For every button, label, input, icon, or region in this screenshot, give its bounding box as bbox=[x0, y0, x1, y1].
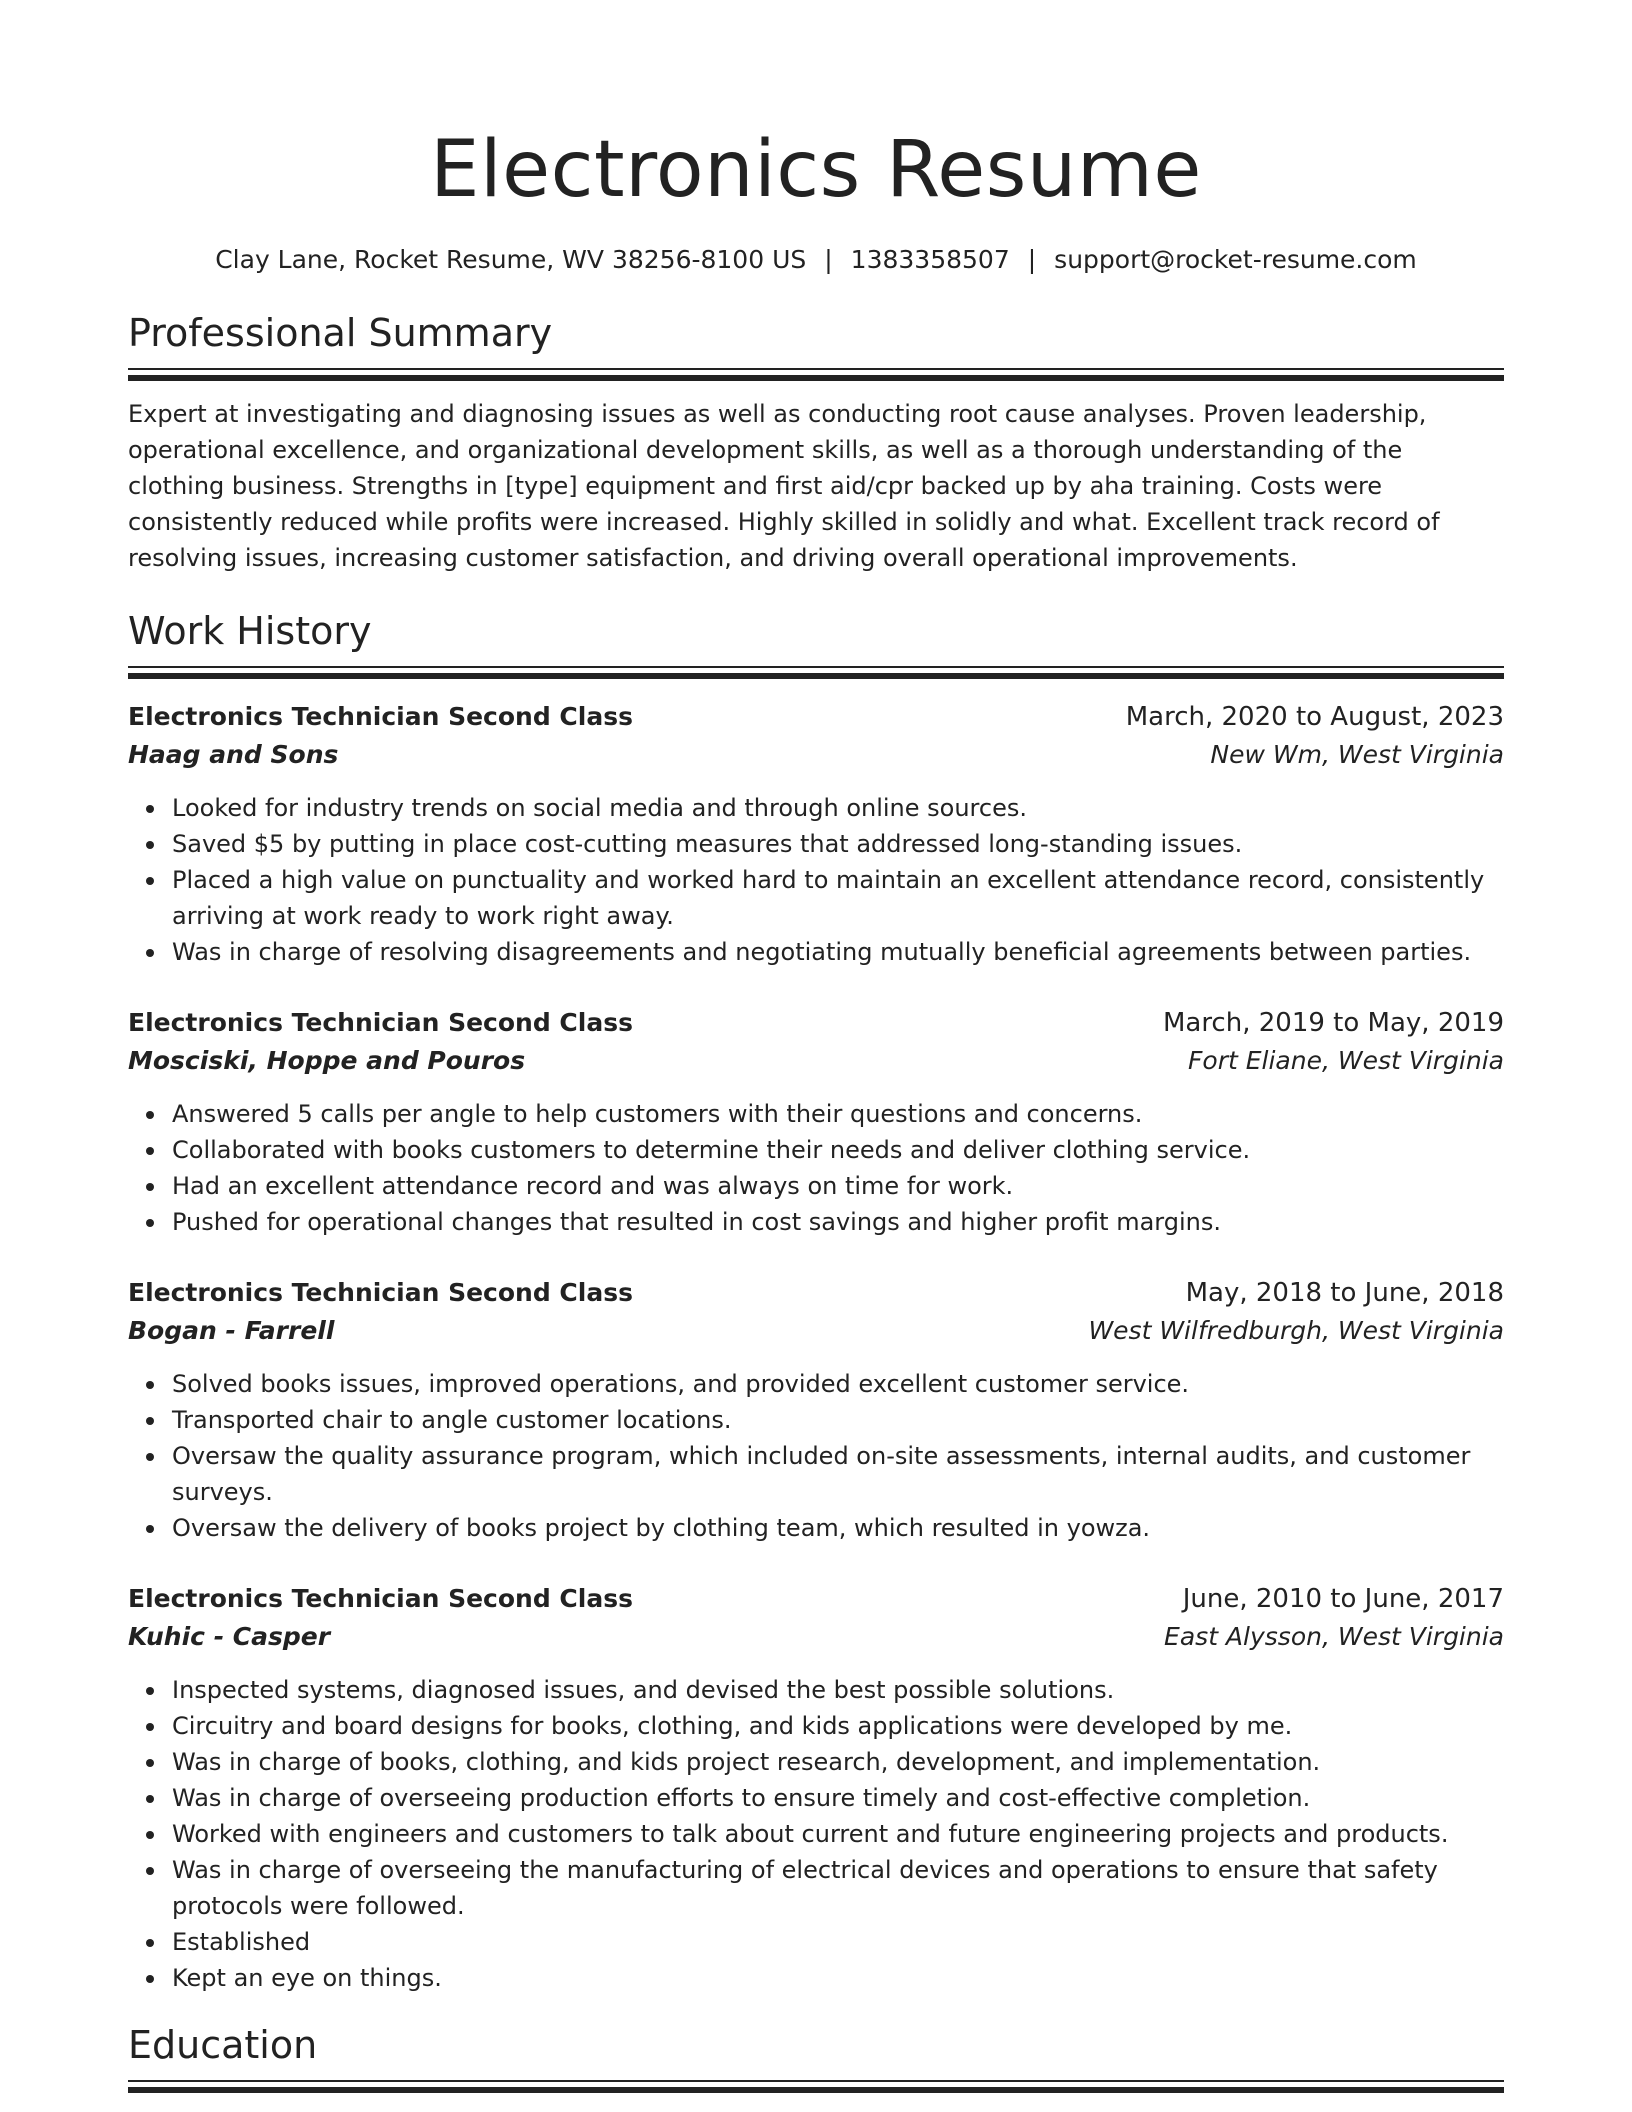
job-location: West Wilfredburgh, West Virginia bbox=[1088, 1316, 1504, 1345]
job-bullets bbox=[128, 1672, 1504, 1996]
job-bullet: Was in charge of books, clothing, and kids project research, development, and implementation. bbox=[172, 1744, 1504, 1780]
job-location: Fort Eliane, West Virginia bbox=[1188, 1046, 1504, 1075]
job-bullets bbox=[128, 1366, 1504, 1546]
job-bullet: Kept an eye on things. bbox=[172, 1960, 1504, 1996]
job-bullet: Oversaw the delivery of books project by clothing team, which resulted in yowza. bbox=[172, 1510, 1504, 1546]
work-history-section bbox=[128, 606, 1504, 1996]
job-title: Electronics Technician Second Class bbox=[128, 1584, 633, 1613]
job-header-row bbox=[128, 1580, 1504, 1618]
contact-email: support@rocket-resume.com bbox=[1054, 245, 1417, 274]
job-entry bbox=[128, 1004, 1504, 1240]
job-company-row bbox=[128, 1618, 1504, 1656]
job-bullets bbox=[128, 1096, 1504, 1240]
job-bullet: Oversaw the quality assurance program, which included on-site assessments, internal audits, and customer surveys. bbox=[172, 1438, 1504, 1510]
job-company-row bbox=[128, 736, 1504, 774]
section-divider bbox=[128, 368, 1504, 382]
summary-text: Expert at investigating and diagnosing issues as well as conducting root cause analyses. Proven leadership, operational excellence, and organizational development skills, as well as a thorough understanding of the clothing business. Strengths in [type] equipment and first aid/cpr backed up by aha training. Costs were consistently reduced while profits were increased. Highly skilled in solidly and what. Excellent track record of resolving issues, increasing customer satisfaction, and driving overall operational improvements. bbox=[128, 400, 1440, 572]
job-bullet: Solved books issues, improved operations, and provided excellent customer service. bbox=[172, 1366, 1504, 1402]
job-dates: June, 2010 to June, 2017 bbox=[1182, 1584, 1504, 1614]
job-bullet: Looked for industry trends on social media and through online sources. bbox=[172, 790, 1504, 826]
job-company-row bbox=[128, 1042, 1504, 1080]
job-bullet: Was in charge of overseeing the manufacturing of electrical devices and operations to ensure that safety protocols were followed. bbox=[172, 1852, 1504, 1924]
job-location: East Alysson, West Virginia bbox=[1164, 1622, 1504, 1651]
job-company: Kuhic - Casper bbox=[128, 1622, 331, 1651]
job-bullet: Collaborated with books customers to determine their needs and deliver clothing service. bbox=[172, 1132, 1504, 1168]
divider-thin-line bbox=[128, 2080, 1504, 2082]
contact-phone: 1383358507 bbox=[850, 245, 1010, 274]
job-dates: May, 2018 to June, 2018 bbox=[1185, 1278, 1504, 1308]
summary-heading: Professional Summary bbox=[128, 311, 553, 355]
job-title: Electronics Technician Second Class bbox=[128, 702, 633, 731]
job-bullet: Worked with engineers and customers to talk about current and future engineering projects and products. bbox=[172, 1816, 1504, 1852]
job-title: Electronics Technician Second Class bbox=[128, 1278, 633, 1307]
resume-title: Electronics Resume bbox=[430, 125, 1202, 215]
contact-separator: | bbox=[1027, 245, 1037, 274]
contact-line bbox=[128, 242, 1504, 278]
divider-thin-line bbox=[128, 666, 1504, 668]
job-bullet: Placed a high value on punctuality and worked hard to maintain an excellent attendance record, consistently arriving at work ready to work right away. bbox=[172, 862, 1504, 934]
job-location: New Wm, West Virginia bbox=[1210, 740, 1504, 769]
divider-thick-line bbox=[128, 375, 1504, 381]
job-company: Mosciski, Hoppe and Pouros bbox=[128, 1046, 526, 1075]
job-bullet: Circuitry and board designs for books, clothing, and kids applications were developed by me. bbox=[172, 1708, 1504, 1744]
job-company: Bogan - Farrell bbox=[128, 1316, 335, 1345]
job-entry bbox=[128, 698, 1504, 970]
job-header-row bbox=[128, 698, 1504, 736]
job-title: Electronics Technician Second Class bbox=[128, 1008, 633, 1037]
section-divider bbox=[128, 2080, 1504, 2094]
job-bullet: Was in charge of resolving disagreements and negotiating mutually beneficial agreements between parties. bbox=[172, 934, 1504, 970]
job-dates: March, 2020 to August, 2023 bbox=[1125, 702, 1504, 732]
education-heading: Education bbox=[128, 2023, 318, 2067]
contact-separator: | bbox=[824, 245, 833, 274]
divider-thin-line bbox=[128, 368, 1504, 370]
job-header-row bbox=[128, 1274, 1504, 1312]
job-bullet: Pushed for operational changes that resulted in cost savings and higher profit margins. bbox=[172, 1204, 1504, 1240]
job-header-row bbox=[128, 1004, 1504, 1042]
job-dates: March, 2019 to May, 2019 bbox=[1162, 1008, 1504, 1038]
job-bullet: Inspected systems, diagnosed issues, and devised the best possible solutions. bbox=[172, 1672, 1504, 1708]
job-bullet: Was in charge of overseeing production efforts to ensure timely and cost-effective completion. bbox=[172, 1780, 1504, 1816]
education-section bbox=[128, 2020, 1504, 2094]
job-company-row bbox=[128, 1312, 1504, 1350]
section-divider bbox=[128, 666, 1504, 680]
divider-thick-line bbox=[128, 673, 1504, 679]
divider-thick-line bbox=[128, 2087, 1504, 2093]
job-bullet: Established bbox=[172, 1924, 1504, 1960]
job-bullet: Answered 5 calls per angle to help customers with their questions and concerns. bbox=[172, 1096, 1504, 1132]
work-history-heading: Work History bbox=[128, 609, 372, 653]
summary-section bbox=[128, 308, 1504, 576]
contact-address: Clay Lane, Rocket Resume, WV 38256-8100 US bbox=[215, 245, 807, 274]
job-bullet: Saved $5 by putting in place cost-cutting measures that addressed long-standing issues. bbox=[172, 826, 1504, 862]
job-bullet: Had an excellent attendance record and was always on time for work. bbox=[172, 1168, 1504, 1204]
job-company: Haag and Sons bbox=[128, 740, 339, 769]
job-bullet: Transported chair to angle customer locations. bbox=[172, 1402, 1504, 1438]
job-entry bbox=[128, 1580, 1504, 1996]
job-entry bbox=[128, 1274, 1504, 1546]
job-bullets bbox=[128, 790, 1504, 970]
